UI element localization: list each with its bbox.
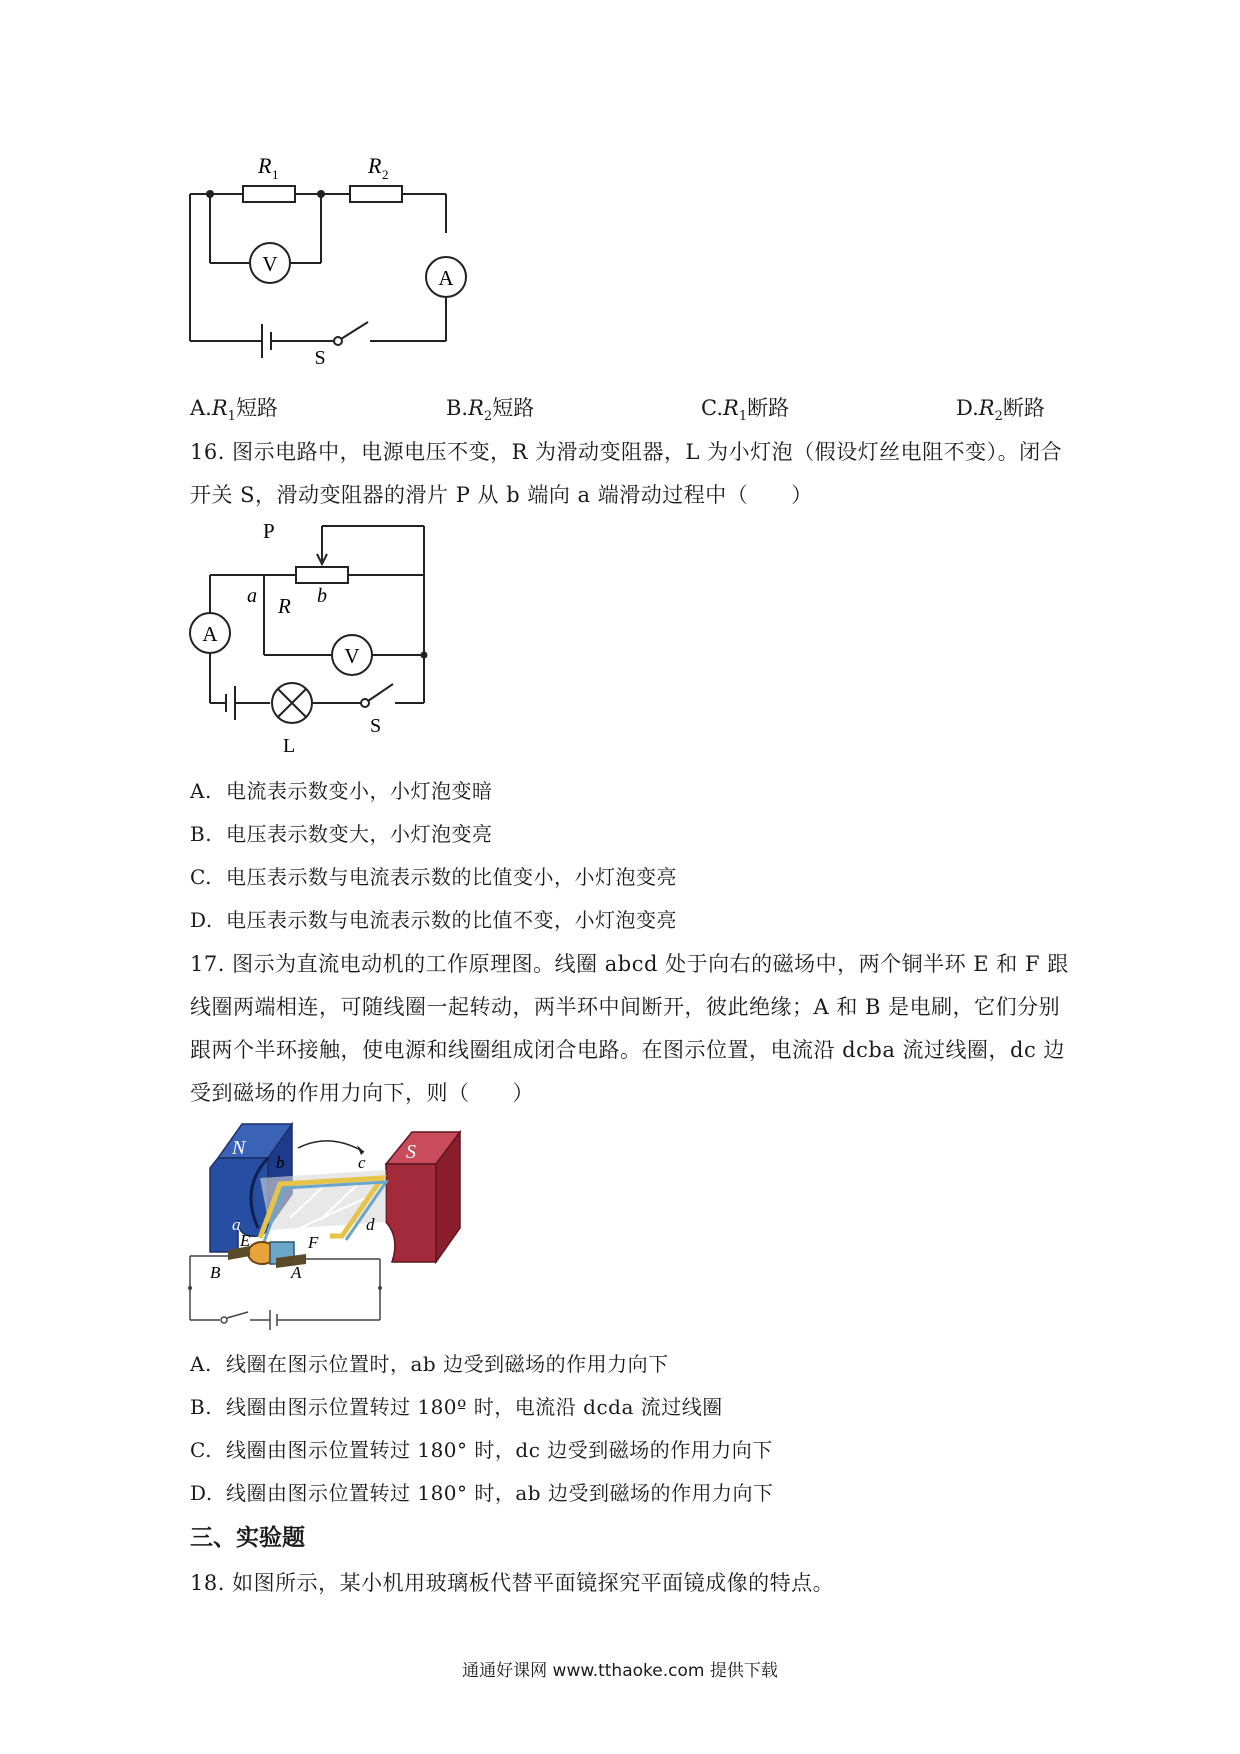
q17-stem-line-3: 跟两个半环接触，使电源和线圈组成闭合电路。在图示位置，电流沿 dcba 流过线圈，dc 边	[190, 1038, 1065, 1062]
coil-a-label: a	[232, 1215, 241, 1234]
half-ring-f-label: F	[308, 1233, 319, 1252]
q15-circuit-diagram	[170, 140, 480, 370]
q17-option-b[interactable]: B. 线圈由图示位置转过 180º 时，电流沿 dcda 流过线圈	[190, 1395, 723, 1419]
slider-p-label: P	[263, 519, 275, 543]
section-heading-experiment: 三、实验题	[190, 1525, 305, 1551]
end-b-label: b	[317, 585, 327, 607]
voltmeter-label: V	[344, 644, 360, 668]
ammeter-label: A	[202, 622, 218, 646]
page-footer: 通通好课网 www.tthaoke.com 提供下载	[462, 1661, 778, 1681]
q17-stem-line-4: 受到磁场的作用力向下，则（ ）	[190, 1081, 534, 1105]
q15-option-c[interactable]: $C.R_1$断路	[701, 396, 790, 425]
q17-option-a[interactable]: A. 线圈在图示位置时，ab 边受到磁场的作用力向下	[190, 1352, 669, 1376]
magnet-n-label: N	[232, 1137, 246, 1159]
voltmeter-label: V	[262, 252, 278, 276]
r1-subscript: 1	[272, 167, 279, 182]
coil-d-label: d	[366, 1215, 375, 1234]
q16-option-d[interactable]: D. 电压表示数与电流表示数的比值不变，小灯泡变亮	[190, 908, 677, 932]
q15-option-b[interactable]: $B.R_2$短路	[446, 396, 535, 425]
end-a-label: a	[247, 585, 257, 607]
brush-a-label: A	[291, 1263, 302, 1282]
r1-label: R	[258, 153, 272, 178]
switch-label: S	[370, 715, 382, 737]
q16-option-c[interactable]: C. 电压表示数与电流表示数的比值变小，小灯泡变亮	[190, 865, 677, 889]
switch-label: S	[314, 347, 326, 369]
rheostat-r-label: R	[278, 594, 291, 618]
magnet-s-label: S	[406, 1141, 416, 1163]
q15-option-a[interactable]: $A.R_1$短路	[190, 396, 278, 425]
brush-b-label: B	[210, 1263, 221, 1282]
q16-circuit-diagram	[180, 518, 440, 758]
lamp-label: L	[283, 735, 296, 757]
q17-stem-line-2: 线圈两端相连，可随线圈一起转动，两半环中间断开，彼此绝缘；A 和 B 是电刷，它们分别	[190, 995, 1061, 1019]
q17-dc-motor-diagram	[180, 1118, 490, 1338]
q17-option-d[interactable]: D. 线圈由图示位置转过 180° 时，ab 边受到磁场的作用力向下	[190, 1481, 774, 1505]
q17-option-c[interactable]: C. 线圈由图示位置转过 180° 时，dc 边受到磁场的作用力向下	[190, 1438, 773, 1462]
half-ring-e-label: E	[240, 1231, 251, 1250]
ammeter-label: A	[438, 266, 454, 290]
q16-stem-line-2: 开关 S，滑动变阻器的滑片 P 从 b 端向 a 端滑动过程中（ ）	[190, 483, 813, 507]
q16-stem-line-1: 16. 图示电路中，电源电压不变，R 为滑动变阻器，L 为小灯泡（假设灯丝电阻不变）。闭合	[190, 440, 1063, 464]
q17-stem-line-1: 17. 图示为直流电动机的工作原理图。线圈 abcd 处于向右的磁场中，两个铜半环 E 和 F 跟	[190, 952, 1069, 976]
q16-option-a[interactable]: A. 电流表示数变小，小灯泡变暗	[190, 779, 493, 803]
q15-option-d[interactable]: $D.R_2$断路	[956, 396, 1045, 425]
q18-stem: 18. 如图所示，某小机用玻璃板代替平面镜探究平面镜成像的特点。	[190, 1571, 835, 1595]
q16-option-b[interactable]: B. 电压表示数变大，小灯泡变亮	[190, 822, 493, 846]
r2-label: R	[368, 153, 382, 178]
r2-subscript: 2	[382, 167, 389, 182]
coil-b-label: b	[276, 1153, 285, 1172]
coil-c-label: c	[358, 1153, 366, 1172]
